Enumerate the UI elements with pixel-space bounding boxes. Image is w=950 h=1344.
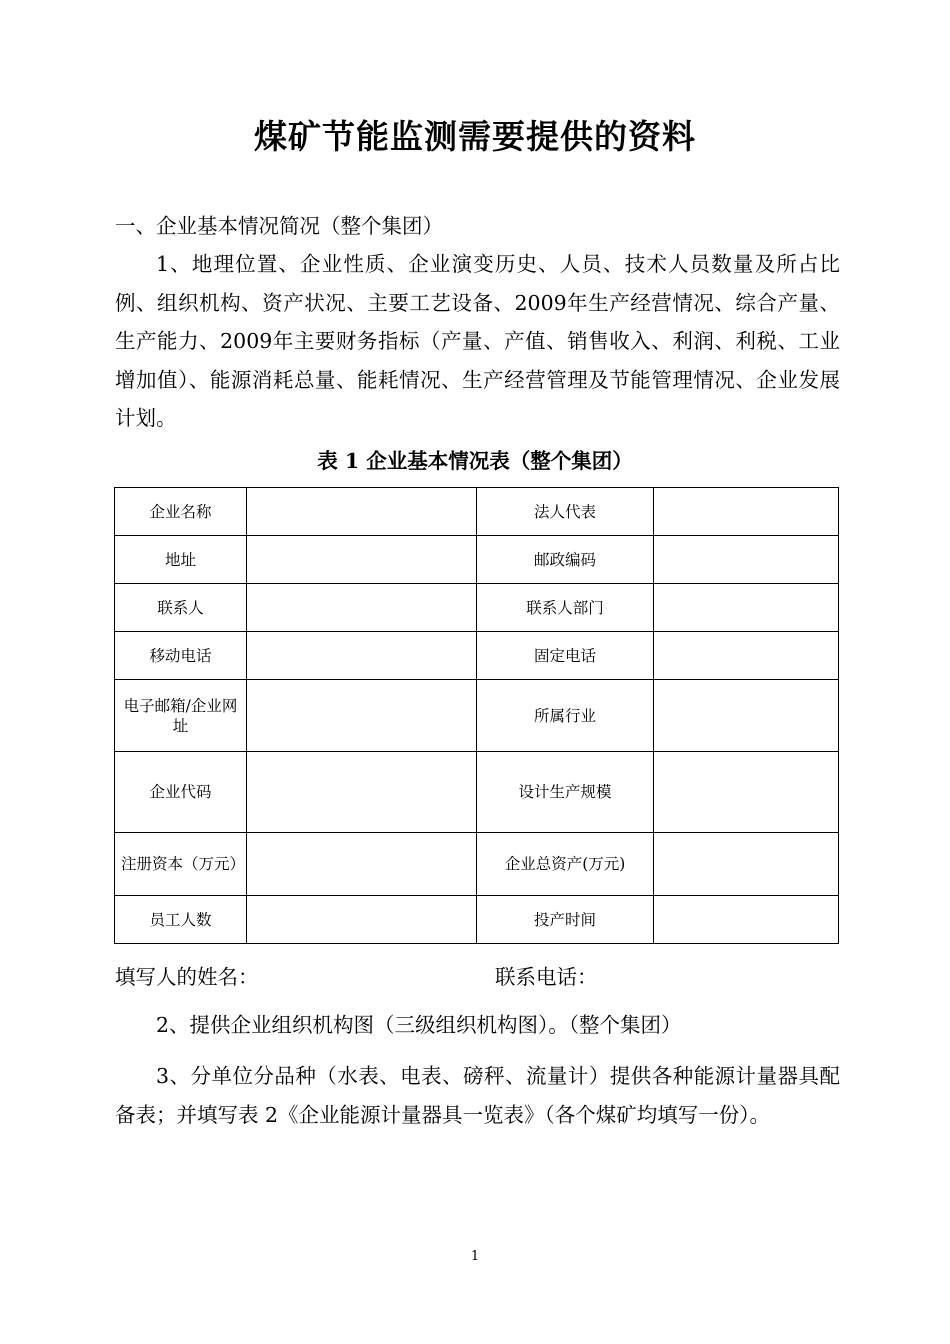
row-label-cell: 企业名称 <box>115 488 247 536</box>
row-label-cell: 企业代码 <box>115 752 247 833</box>
page-title: 煤矿节能监测需要提供的资料 <box>254 117 696 156</box>
row-value-cell[interactable] <box>247 584 477 632</box>
section-heading: 一、企业基本情况简况（整个集团） <box>115 214 443 238</box>
table-row <box>115 896 839 944</box>
table-row <box>115 680 839 752</box>
row-value-cell[interactable] <box>654 680 839 752</box>
row-label-cell: 注册资本（万元） <box>115 833 247 896</box>
row-value-cell[interactable] <box>247 536 477 584</box>
signature-line <box>115 958 840 996</box>
row-label-cell: 固定电话 <box>477 632 654 680</box>
page-number: 1 <box>470 1249 480 1264</box>
row-value-cell[interactable] <box>654 584 839 632</box>
row-label-cell: 企业总资产(万元) <box>477 833 654 896</box>
row-value-cell[interactable] <box>247 833 477 896</box>
table-caption: 表 1 企业基本情况表（整个集团） <box>317 449 633 473</box>
row-value-cell[interactable] <box>247 680 477 752</box>
row-value-cell[interactable] <box>247 752 477 833</box>
row-value-cell[interactable] <box>654 752 839 833</box>
table-row <box>115 632 839 680</box>
row-label-cell: 邮政编码 <box>477 536 654 584</box>
row-value-cell[interactable] <box>247 896 477 944</box>
paragraph-basic-info: 1、地理位置、企业性质、企业演变历史、人员、技术人员数量及所占比例、组织机构、资产状况、主要工艺设备、2009年生产经营情况、综合产量、生产能力、2009年主要财务指标（产量、产值、销售收入、利润、利税、工业增加值）、能源消耗总量、能耗情况、生产经营管理及节能管理情况、企业发展计划。 <box>115 252 840 430</box>
row-value-cell[interactable] <box>654 536 839 584</box>
enterprise-info-table <box>114 487 839 944</box>
row-label-cell: 电子邮箱/企业网址 <box>115 680 247 752</box>
row-value-cell[interactable] <box>654 488 839 536</box>
paragraph-org-chart: 2、提供企业组织机构图（三级组织机构图）。（整个集团） <box>156 1013 682 1037</box>
row-label-cell: 联系人 <box>115 584 247 632</box>
row-label-cell: 地址 <box>115 536 247 584</box>
row-label-cell: 员工人数 <box>115 896 247 944</box>
table-row <box>115 536 839 584</box>
row-value-cell[interactable] <box>654 896 839 944</box>
row-label-cell: 移动电话 <box>115 632 247 680</box>
row-value-cell[interactable] <box>654 632 839 680</box>
filler-name-label: 填写人的姓名： <box>115 965 259 989</box>
row-value-cell[interactable] <box>654 833 839 896</box>
paragraph-metering: 3、分单位分品种（水表、电表、磅秤、流量计）提供各种能源计量器具配备表；并填写表 2《企业能源计量器具一览表》（各个煤矿均填写一份）。 <box>115 1064 840 1127</box>
table-row <box>115 752 839 833</box>
row-value-cell[interactable] <box>247 488 477 536</box>
table-row <box>115 584 839 632</box>
contact-phone-label: 联系电话： <box>495 965 598 989</box>
row-label-cell: 法人代表 <box>477 488 654 536</box>
row-label-cell: 所属行业 <box>477 680 654 752</box>
table-row <box>115 833 839 896</box>
row-label-cell: 投产时间 <box>477 896 654 944</box>
row-label-cell: 联系人部门 <box>477 584 654 632</box>
row-value-cell[interactable] <box>247 632 477 680</box>
table-row <box>115 488 839 536</box>
row-label-cell: 设计生产规模 <box>477 752 654 833</box>
